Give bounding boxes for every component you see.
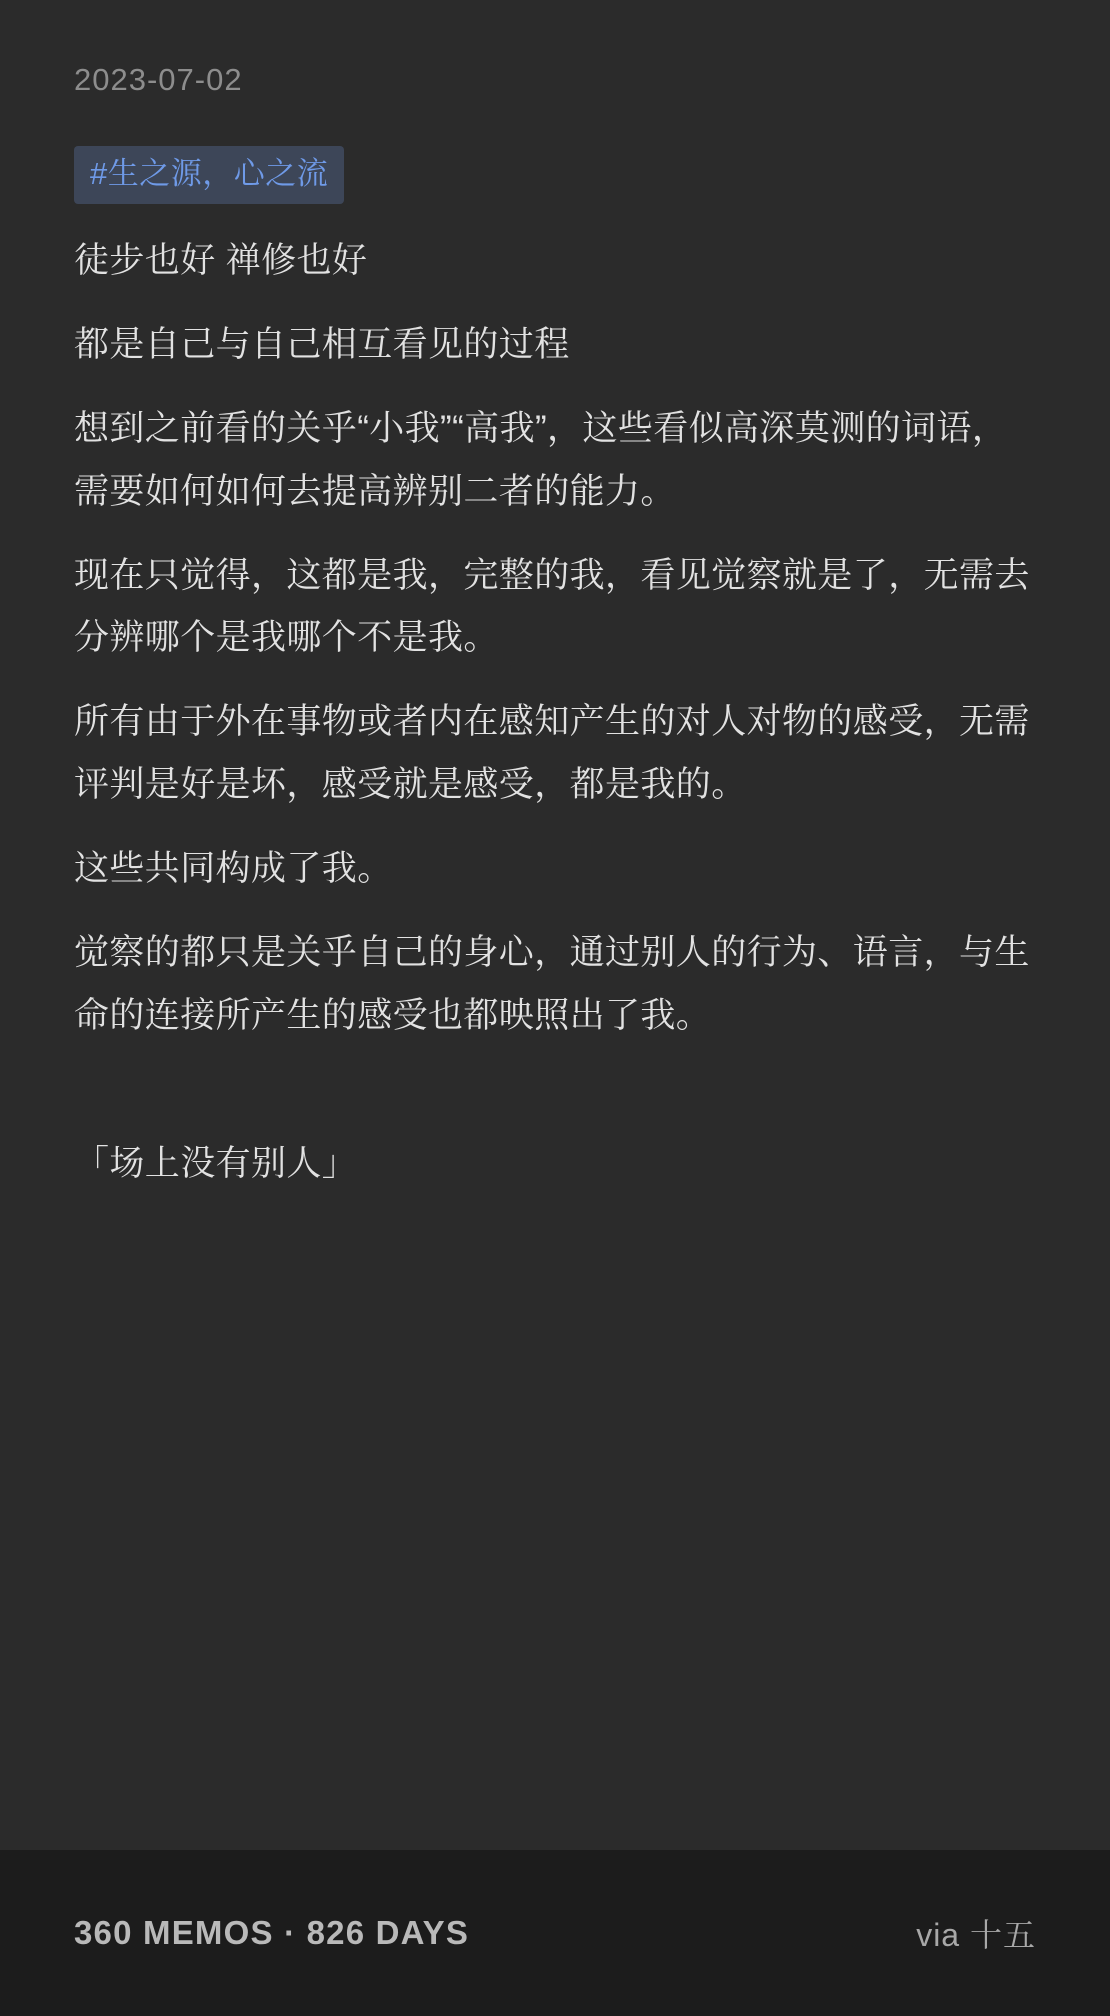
memo-paragraph: 这些共同构成了我。 <box>74 849 393 889</box>
memo-date: 2023-07-02 <box>74 62 243 97</box>
memo-paragraph: 想到之前看的关乎“小我”“高我”，这些看似高深莫测的词语，需要如何如何去提高辨别二者的能力。 <box>74 409 1008 511</box>
memo-tag[interactable]: #生之源，心之流 <box>74 146 344 204</box>
memo-paragraph: 都是自己与自己相互看见的过程 <box>74 324 570 364</box>
memo-paragraph: 所有由于外在事物或者内在感知产生的对人对物的感受，无需评判是好是坏，感受就是感受，都是我的。 <box>74 702 1030 804</box>
memo-paragraph: 现在只觉得，这都是我，完整的我，看见觉察就是了，无需去分辨哪个是我哪个不是我。 <box>74 555 1030 658</box>
footer-stats: 360 MEMOS · 826 DAYS <box>74 1914 470 1951</box>
memo-footer <box>0 1850 1110 2016</box>
footer-via: via 十五 <box>916 1917 1036 1953</box>
memo-paragraph: 觉察的都只是关乎自己的身心，通过别人的行为、语言，与生命的连接所产生的感受也都映照出了我。 <box>74 933 1030 1035</box>
memo-paragraph: 徒步也好 禅修也好 <box>74 240 368 280</box>
memo-paragraph-quote: 「场上没有别人」 <box>74 1143 358 1183</box>
tag-row <box>74 146 1036 204</box>
